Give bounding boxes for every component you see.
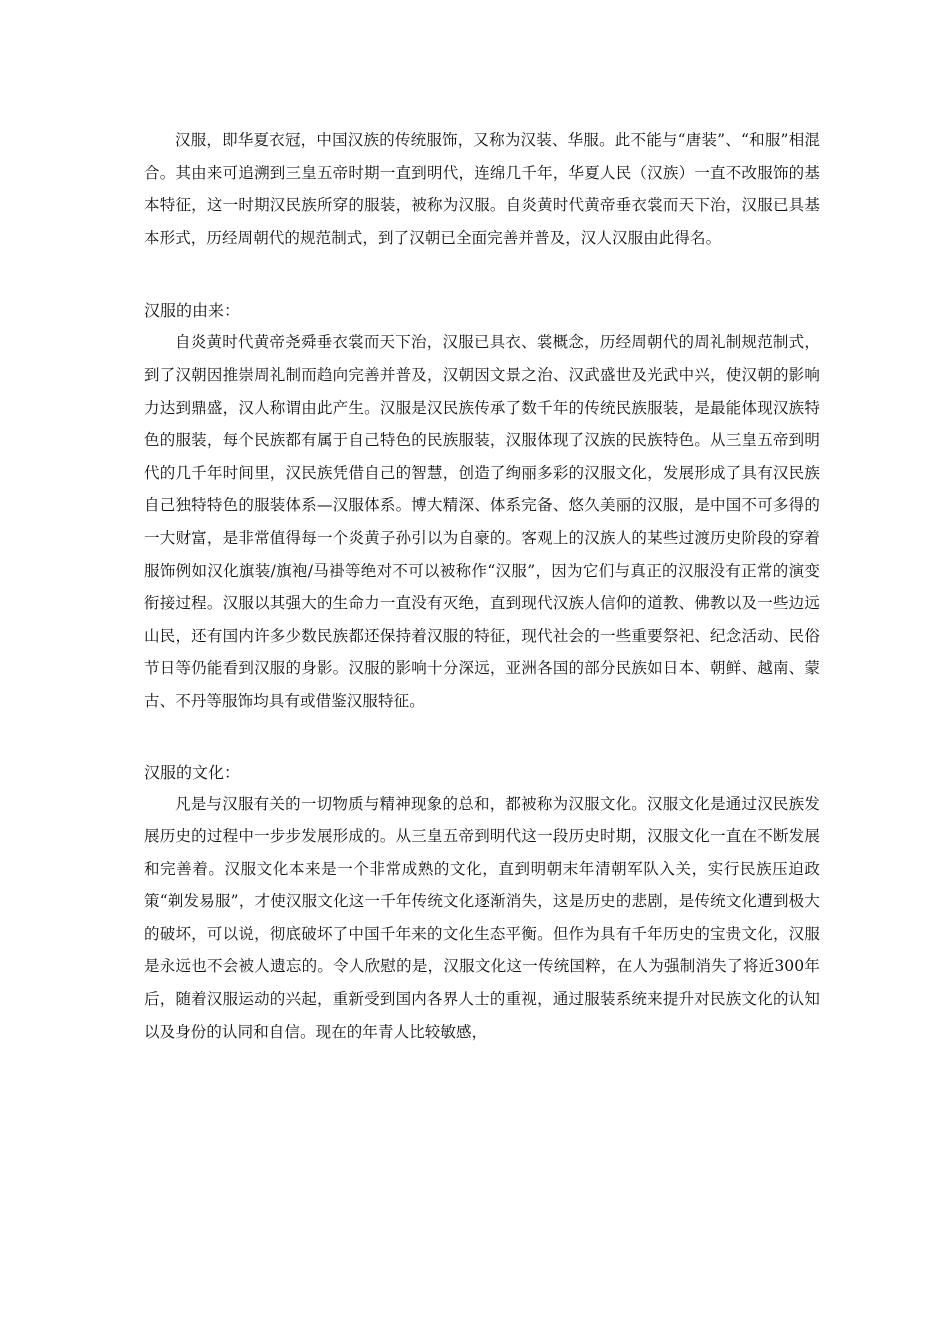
section-body-origin: 自炎黄时代黄帝尧舜垂衣裳而天下治，汉服已具衣、裳概念，历经周朝代的周礼制规范制式，到了汉朝因推崇周礼制而趋向完善并普及，汉朝因文景之治、汉武盛世及光武中兴，使汉朝的影响力达到鼎盛，汉人称谓由此产生。汉服是汉民族传承了数千年的传统民族服装，是最能体现汉族特色的服装，每个民族都有属于自己特色的民族服装，汉服体现了汉族的民族特色。从三皇五帝到明代的几千年时间里，汉民族凭借自己的智慧，创造了绚丽多彩的汉服文化，发展形成了具有汉民族自己独特特色的服装体系—汉服体系。博大精深、体系完备、悠久美丽的汉服，是中国不可多得的一大财富，是非常值得每一个炎黄子孙引以为自豪的。客观上的汉族人的某些过渡历史阶段的穿着服饰例如汉化旗装/旗袍/马褂等绝对不可以被称作“汉服”，因为它们与真正的汉服没有正常的演变衔接过程。汉服以其强大的生命力一直没有灭绝，直到现代汉族人信仰的道教、佛教以及一些边远山民，还有国内许多少数民族都还保持着汉服的特征，现代社会的一些重要祭祀、纪念活动、民俗节日等仍能看到汉服的身影。汉服的影响十分深远，亚洲各国的部分民族如日本、朝鲜、越南、蒙古、不丹等服饰均具有或借鉴汉服特征。 (144, 333, 820, 710)
section-heading-culture: 汉服的文化： (144, 762, 241, 782)
section-spacer (144, 718, 820, 758)
section-spacer (144, 254, 820, 296)
section-body-culture: 凡是与汉服有关的一切物质与精神现象的总和，都被称为汉服文化。汉服文化是通过汉民族发展历史的过程中一步步发展形成的。从三皇五帝到明代这一段历史时期，汉服文化一直在不断发展和完善着。汉服文化本来是一个非常成熟的文化，直到明朝末年清朝军队入关，实行民族压迫政策“剃发易服”，才使汉服文化这一千年传统文化逐渐消失，这是历史的悲剧，是传统文化遭到极大的破坏，可以说，彻底破坏了中国千年来的文化生态平衡。但作为具有千年历史的宝贵文化，汉服是永远也不会被人遗忘的。令人欣慰的是，汉服文化这一传统国粹，在人为强制消失了将近300年后，随着汉服运动的兴起，重新受到国内各界人士的重视，通过服装系统来提升对民族文化的认知以及身份的认同和自信。现在的年青人比较敏感， (144, 794, 820, 1041)
section-heading-origin: 汉服的由来： (144, 301, 241, 321)
document-body (144, 124, 820, 1048)
intro-paragraph: 汉服，即华夏衣冠，中国汉族的传统服饰，又称为汉装、华服。此不能与“唐装”、“和服”相混合。其由来可追溯到三皇五帝时期一直到明代，连绵几千年，华夏人民（汉族）一直不改服饰的基本特征，这一时期汉民族所穿的服装，被称为汉服。自炎黄时代黄帝垂衣裳而天下治，汉服已具基本形式，历经周朝代的规范制式，到了汉朝已全面完善并普及，汉人汉服由此得名。 (144, 131, 820, 247)
